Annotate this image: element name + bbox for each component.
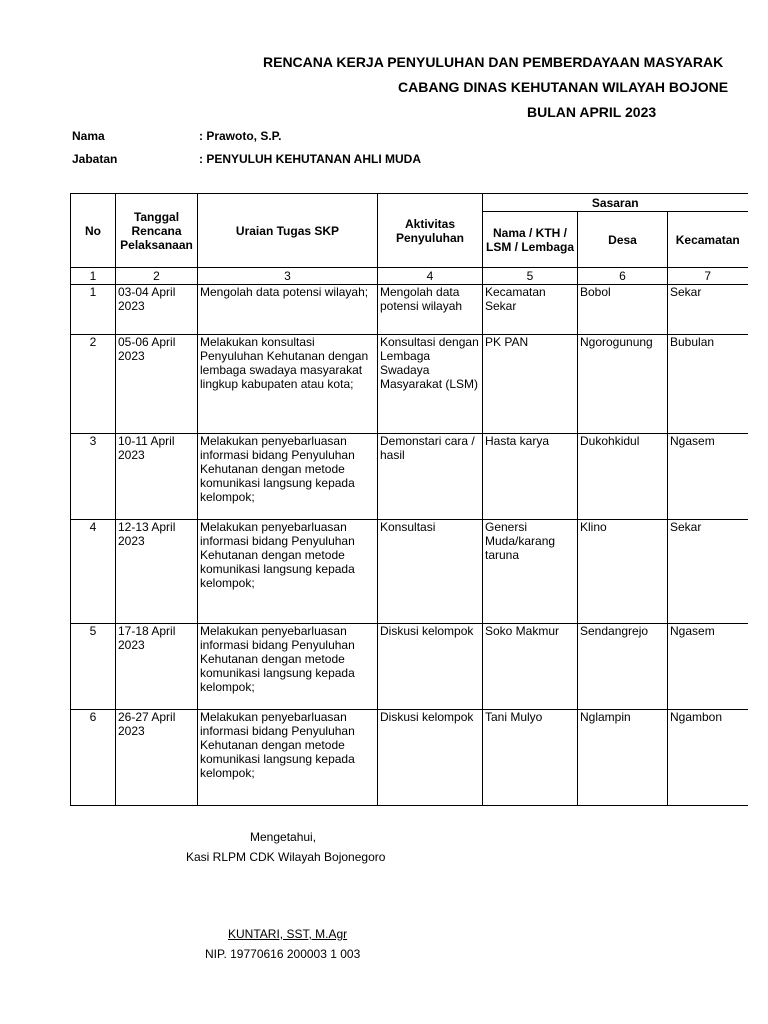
table-row	[71, 434, 748, 520]
jabatan-label: Jabatan	[72, 152, 118, 166]
row-aktivitas: Konsultasi	[378, 520, 483, 624]
row-kecamatan: Bubulan	[668, 335, 748, 434]
row-nama: Genersi Muda/karang taruna	[483, 520, 578, 624]
signature-name: KUNTARI, SST, M.Agr	[228, 927, 348, 941]
row-kecamatan: Ngambon	[668, 710, 748, 806]
row-nama: Soko Makmur	[483, 624, 578, 710]
column-number: 3	[198, 268, 378, 285]
row-no: 3	[71, 434, 116, 520]
row-uraian: Melakukan penyebarluasan informasi bidang Penyuluhan Kehutanan dengan metode komunikasi langsung kepada kelompok;	[198, 624, 378, 710]
row-kecamatan: Ngasem	[668, 624, 748, 710]
row-tanggal: 10-11 April 2023	[116, 434, 198, 520]
row-kecamatan: Sekar	[668, 285, 748, 335]
row-uraian: Mengolah data potensi wilayah;	[198, 285, 378, 335]
row-uraian: Melakukan penyebarluasan informasi bidang Penyuluhan Kehutanan dengan metode komunikasi langsung kepada kelompok;	[198, 434, 378, 520]
signature-nip: NIP. 19770616 200003 1 003	[205, 947, 361, 961]
table-row	[71, 335, 748, 434]
row-tanggal: 03-04 April 2023	[116, 285, 198, 335]
document-title-line-1: RENCANA KERJA PENYULUHAN DAN PEMBERDAYAAN MASYARAK	[263, 54, 724, 70]
row-tanggal: 26-27 April 2023	[116, 710, 198, 806]
row-uraian: Melakukan penyebarluasan informasi bidang Penyuluhan Kehutanan dengan metode komunikasi langsung kepada kelompok;	[198, 710, 378, 806]
row-nama: Kecamatan Sekar	[483, 285, 578, 335]
row-nama: Hasta karya	[483, 434, 578, 520]
column-number: 2	[116, 268, 198, 285]
row-uraian: Melakukan penyebarluasan informasi bidang Penyuluhan Kehutanan dengan metode komunikasi langsung kepada kelompok;	[198, 520, 378, 624]
row-no: 1	[71, 285, 116, 335]
header-aktivitas: Aktivitas Penyuluhan	[378, 194, 483, 268]
column-number: 1	[71, 268, 116, 285]
header-sasaran: Sasaran	[483, 194, 748, 212]
row-aktivitas: Demonstari cara / hasil	[378, 434, 483, 520]
table-row	[71, 624, 748, 710]
row-no: 4	[71, 520, 116, 624]
signature-acknowledgement: Mengetahui,	[250, 830, 317, 844]
row-tanggal: 17-18 April 2023	[116, 624, 198, 710]
row-desa: Sendangrejo	[578, 624, 668, 710]
work-plan-table	[70, 193, 748, 806]
row-nama: PK PAN	[483, 335, 578, 434]
table-row	[71, 285, 748, 335]
row-aktivitas: Diskusi kelompok	[378, 710, 483, 806]
jabatan-value: : PENYULUH KEHUTANAN AHLI MUDA	[199, 152, 421, 166]
nama-label: Nama	[72, 129, 105, 143]
row-tanggal: 05-06 April 2023	[116, 335, 198, 434]
header-tanggal: Tanggal Rencana Pelaksanaan	[116, 194, 198, 268]
document-title-line-3: BULAN APRIL 2023	[527, 104, 657, 120]
column-number-row	[71, 268, 748, 285]
row-nama: Tani Mulyo	[483, 710, 578, 806]
row-aktivitas: Mengolah data potensi wilayah	[378, 285, 483, 335]
row-kecamatan: Ngasem	[668, 434, 748, 520]
header-kecamatan: Kecamatan	[668, 212, 748, 268]
row-no: 6	[71, 710, 116, 806]
row-desa: Bobol	[578, 285, 668, 335]
row-no: 5	[71, 624, 116, 710]
header-no: No	[71, 194, 116, 268]
row-desa: Klino	[578, 520, 668, 624]
row-aktivitas: Konsultasi dengan Lembaga Swadaya Masyarakat (LSM)	[378, 335, 483, 434]
column-number: 6	[578, 268, 668, 285]
header-uraian: Uraian Tugas SKP	[198, 194, 378, 268]
row-tanggal: 12-13 April 2023	[116, 520, 198, 624]
header-desa: Desa	[578, 212, 668, 268]
nama-value: : Prawoto, S.P.	[199, 129, 282, 143]
row-uraian: Melakukan konsultasi Penyuluhan Kehutanan dengan lembaga swadaya masyarakat lingkup kabupaten atau kota;	[198, 335, 378, 434]
column-number: 5	[483, 268, 578, 285]
column-number: 7	[668, 268, 748, 285]
row-desa: Nglampin	[578, 710, 668, 806]
row-no: 2	[71, 335, 116, 434]
table-row	[71, 710, 748, 806]
row-desa: Dukohkidul	[578, 434, 668, 520]
row-desa: Ngorogunung	[578, 335, 668, 434]
row-kecamatan: Sekar	[668, 520, 748, 624]
row-aktivitas: Diskusi kelompok	[378, 624, 483, 710]
table-row	[71, 520, 748, 624]
document-title-line-2: CABANG DINAS KEHUTANAN WILAYAH BOJONE	[398, 79, 729, 95]
header-nama-kth: Nama / KTH / LSM / Lembaga	[483, 212, 578, 268]
column-number: 4	[378, 268, 483, 285]
signature-position: Kasi RLPM CDK Wilayah Bojonegoro	[186, 850, 386, 864]
